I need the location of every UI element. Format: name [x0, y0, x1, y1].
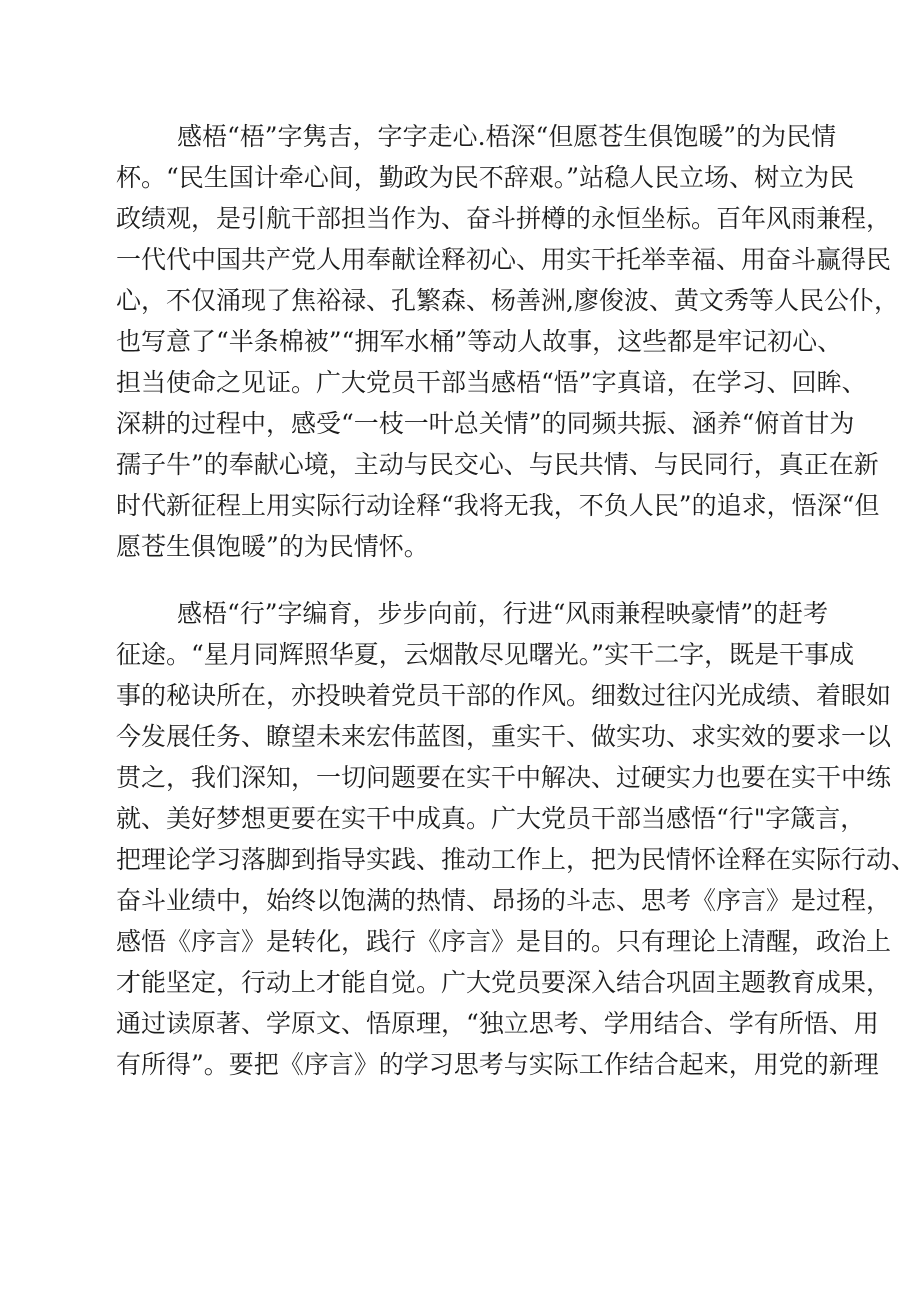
- paragraph-1-line-1: 感梧“梧”字隽吉，字字走心.梧深“但愿苍生俱饱暖”的为民情: [177, 122, 837, 151]
- paragraph-2-line-11: 通过读原著、学原文、悟原理，“独立思考、学用结合、学有所悟、用: [116, 1009, 879, 1038]
- paragraph-2-line-6: 就、美好梦想更要在实干中成真。广大党员干部当感悟“行"字箴言，: [116, 804, 866, 833]
- paragraph-1-line-2: 杯。“民生国计牵心间，勤政为民不辞艰。”站稳人民立场、树立为民: [116, 163, 855, 192]
- paragraph-2-line-7: 把理论学习落脚到指导实践、推动工作上，把为民情怀诠释在实际行动、: [116, 845, 917, 874]
- paragraph-2-line-10: 才能坚定，行动上才能自觉。广大党员要深入结合巩固主题教育成果，: [116, 968, 892, 997]
- paragraph-1-line-11: 愿苍生俱饱暖”的为民情怀。: [116, 532, 429, 561]
- paragraph-2-line-1: 感梧“行”字编育，步步向前，行进“风雨兼程映豪情”的赶考: [177, 599, 829, 628]
- paragraph-2-line-4: 今发展任务、瞭望未来宏伟蓝图，重实干、做实功、求实效的要求一以: [116, 722, 892, 751]
- paragraph-2-line-12: 有所得”。要把《序言》的学习思考与实际工作结合起来，用党的新理: [116, 1050, 879, 1079]
- paragraph-2-line-9: 感悟《序言》是转化，践行《序言》是目的。只有理论上清醒，政治上: [116, 927, 892, 956]
- paragraph-1-line-7: 担当使命之见证。广大党员干部当感梧“悟”字真谙，在学习、回眸、: [116, 368, 867, 397]
- paragraph-1-line-9: 孺子牛”的奉献心境，主动与民交心、与民共情、与民同行，真正在新: [116, 450, 879, 479]
- paragraph-1-line-10: 时代新征程上用实际行动诠释“我将无我，不负人民”的追求，悟深“但: [116, 491, 880, 520]
- paragraph-1-line-4: 一代代中国共产党人用奉献诠释初心、用实干托举幸福、用奋斗赢得民: [116, 245, 892, 274]
- paragraph-2-line-8: 奋斗业绩中，始终以饱满的热情、昂扬的斗志、思考《序言》是过程，: [116, 886, 892, 915]
- paragraph-1-line-8: 深耕的过程中，感受“一枝一叶总关情”的同频共振、涵养“俯首甘为: [116, 409, 855, 438]
- paragraph-1-line-6: 也写意了“半条棉被”“拥军水桶”等动人故事，这些都是牢记初心、: [116, 327, 843, 356]
- paragraph-2-line-2: 征途。“星月同辉照华夏，云烟散尽见曙光。”实干二字，既是干事成: [116, 640, 855, 669]
- paragraph-2-line-5: 贯之，我们深知，一切问题要在实干中解决、过硬实力也要在实干中练: [116, 763, 892, 792]
- paragraph-2-line-3: 事的秘诀所在，亦投映着党员干部的作风。细数过往闪光成绩、着眼如: [116, 681, 892, 710]
- paragraph-1-line-3: 政绩观，是引航干部担当作为、奋斗拼樽的永恒坐标。百年风雨兼程，: [116, 204, 892, 233]
- paragraph-1-line-5: 心，不仅涌现了焦裕禄、孔繁森、杨善洲,廖俊波、黄文秀等人民公仆，: [116, 286, 899, 315]
